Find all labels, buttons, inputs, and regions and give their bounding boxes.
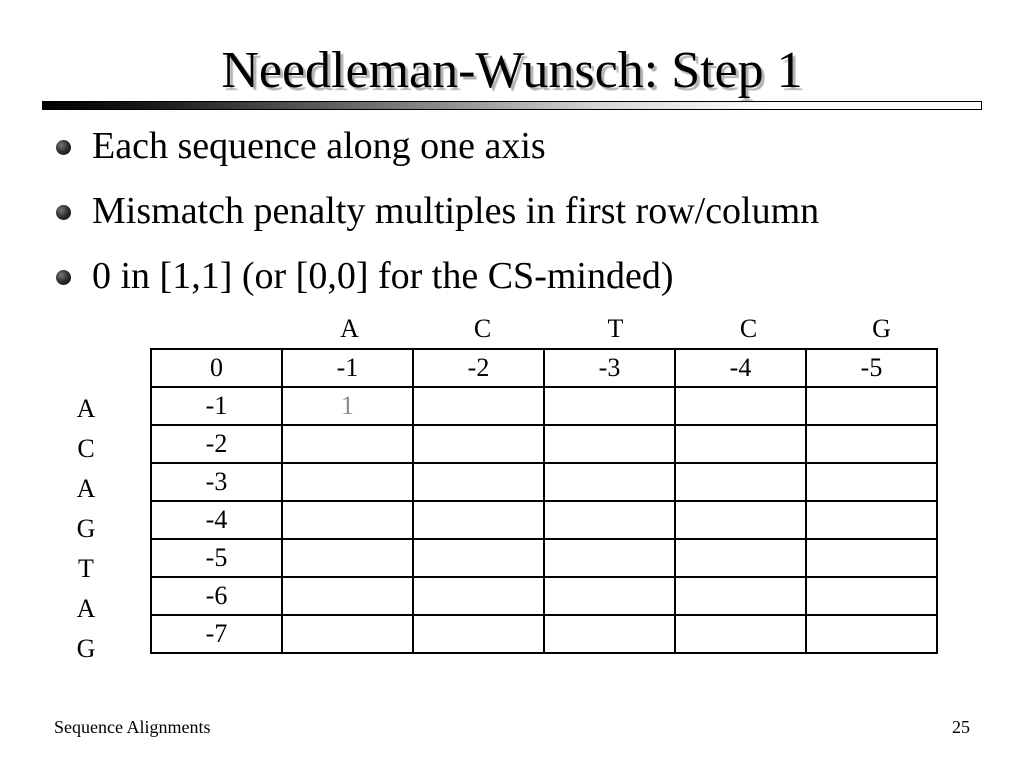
matrix-cell: -5: [806, 349, 937, 387]
matrix-row: [151, 349, 937, 387]
bullet-icon: [56, 205, 71, 220]
matrix-cell: [806, 501, 937, 539]
row-sequence-label: A: [76, 594, 96, 623]
bullet-icon: [56, 140, 71, 155]
bullet-text: Each sequence along one axis: [92, 125, 546, 167]
matrix-cell-initial-score: 1: [282, 387, 413, 425]
matrix-cell: -5: [151, 539, 282, 577]
matrix-cell: [544, 577, 675, 615]
matrix-cell: [675, 387, 806, 425]
matrix-cell: [544, 425, 675, 463]
slide-title: Needleman-Wunsch: Step 1: [221, 42, 803, 99]
matrix-cell: [806, 425, 937, 463]
matrix-cell: [413, 615, 544, 653]
bullet-icon: [56, 270, 71, 285]
matrix-cell: -6: [151, 577, 282, 615]
row-sequence-label: T: [78, 554, 94, 583]
matrix-cell: [282, 539, 413, 577]
column-sequence-label: C: [739, 314, 758, 343]
matrix-row: [151, 615, 937, 653]
matrix-cell: -3: [544, 349, 675, 387]
matrix-row: [151, 425, 937, 463]
matrix-cell: -2: [413, 349, 544, 387]
column-sequence-label: C: [473, 314, 492, 343]
matrix-cell: [282, 577, 413, 615]
column-sequence-label: T: [607, 314, 624, 343]
matrix-cell: -2: [151, 425, 282, 463]
matrix-cell: 0: [151, 349, 282, 387]
matrix-row: [151, 387, 937, 425]
matrix-cell: [675, 577, 806, 615]
matrix-cell: [413, 387, 544, 425]
matrix-cell: [806, 387, 937, 425]
column-sequence-label: G: [872, 314, 891, 343]
matrix-cell: -7: [151, 615, 282, 653]
bullet-item: [56, 248, 819, 313]
row-sequence-label: G: [76, 514, 96, 543]
matrix-cell: [806, 463, 937, 501]
matrix-cell: [675, 463, 806, 501]
matrix-cell: [282, 463, 413, 501]
matrix-cell: [413, 501, 544, 539]
row-sequence-label: A: [76, 394, 96, 423]
matrix-cell: [282, 425, 413, 463]
matrix-cell: [544, 463, 675, 501]
footer-title: Sequence Alignments: [54, 717, 211, 737]
alignment-matrix: [150, 348, 938, 654]
bullet-text: Mismatch penalty multiples in first row/column: [92, 190, 820, 232]
matrix-cell: -4: [151, 501, 282, 539]
matrix-row: [151, 463, 937, 501]
column-sequence-label: A: [340, 314, 359, 343]
matrix-cell: [675, 539, 806, 577]
row-sequence-label: A: [76, 474, 96, 503]
matrix-cell: [675, 425, 806, 463]
bullet-text: 0 in [1,1] (or [0,0] for the CS-minded): [92, 255, 674, 297]
matrix-cell: [544, 615, 675, 653]
row-sequence-label: G: [76, 634, 96, 663]
matrix-cell: [806, 577, 937, 615]
matrix-cell: [413, 463, 544, 501]
matrix-cell: -3: [151, 463, 282, 501]
row-sequence-label: C: [77, 434, 95, 463]
matrix-cell: [544, 539, 675, 577]
matrix-cell: -1: [151, 387, 282, 425]
matrix-cell: [544, 501, 675, 539]
matrix-cell: -1: [282, 349, 413, 387]
bullet-item: [56, 118, 819, 183]
matrix-cell: [544, 387, 675, 425]
matrix-cell: [282, 501, 413, 539]
matrix-cell: [413, 425, 544, 463]
title-divider: [42, 101, 982, 110]
bullet-list: [56, 118, 819, 313]
matrix-cell: [806, 539, 937, 577]
matrix-cell: [675, 501, 806, 539]
matrix-cell: [413, 577, 544, 615]
bullet-item: [56, 183, 819, 248]
matrix-cell: [413, 539, 544, 577]
slide-number: 25: [952, 717, 970, 737]
matrix-cell: -4: [675, 349, 806, 387]
matrix-cell: [282, 615, 413, 653]
matrix-cell: [675, 615, 806, 653]
matrix-row: [151, 539, 937, 577]
matrix-row: [151, 577, 937, 615]
matrix-cell: [806, 615, 937, 653]
matrix-row: [151, 501, 937, 539]
